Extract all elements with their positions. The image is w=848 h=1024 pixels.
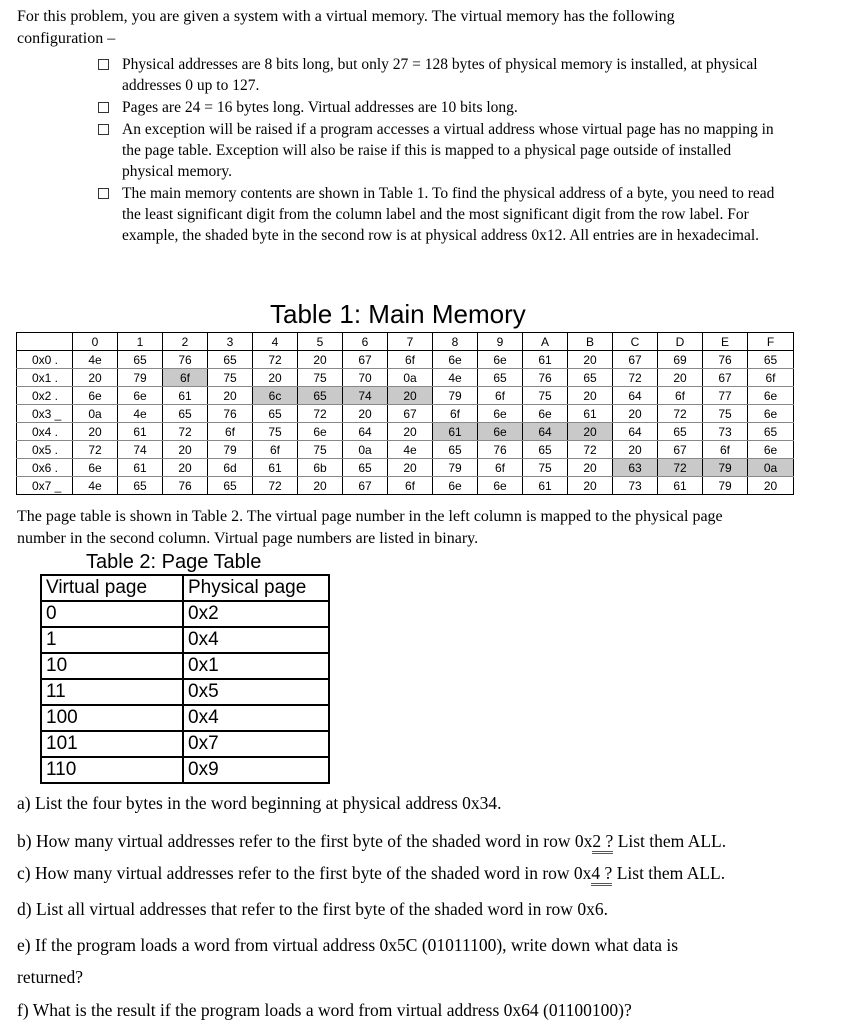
memory-byte-cell: 65: [658, 423, 703, 441]
checkbox-icon: [98, 124, 109, 135]
memory-byte-cell: 65: [208, 351, 253, 369]
memory-byte-cell: 20: [568, 351, 613, 369]
column-header: 3: [208, 333, 253, 351]
row-label: 0x6 .: [17, 459, 73, 477]
memory-byte-cell: 63: [613, 459, 658, 477]
table-row: [41, 731, 329, 757]
memory-byte-cell: 6e: [523, 405, 568, 423]
memory-byte-cell: 72: [298, 405, 343, 423]
question-e: e) If the program loads a word from virtual address 0x5C (01011100), write down what data is: [17, 935, 679, 955]
memory-byte-cell: 65: [343, 459, 388, 477]
table-row: [41, 705, 329, 731]
memory-byte-cell: 75: [703, 405, 748, 423]
column-header: 7: [388, 333, 433, 351]
memory-byte-cell: 6f: [658, 387, 703, 405]
column-header: 4: [253, 333, 298, 351]
memory-byte-cell: 4e: [433, 369, 478, 387]
row-label: 0x3 _: [17, 405, 73, 423]
memory-byte-cell: 72: [658, 405, 703, 423]
list-item: [96, 54, 776, 96]
memory-byte-cell: 61: [433, 423, 478, 441]
table-row: [17, 405, 794, 423]
memory-byte-cell: 65: [253, 405, 298, 423]
memory-byte-cell: 65: [163, 405, 208, 423]
memory-byte-cell: 75: [253, 423, 298, 441]
column-header: 0: [73, 333, 118, 351]
memory-byte-cell: 20: [748, 477, 794, 495]
intro-paragraph: [17, 6, 797, 50]
memory-byte-cell: 61: [523, 477, 568, 495]
column-header: E: [703, 333, 748, 351]
memory-byte-cell: 65: [118, 351, 163, 369]
question-f: f) What is the result if the program loads a word from virtual address 0x64 (01100100)?: [17, 1000, 632, 1020]
memory-byte-cell: 64: [613, 423, 658, 441]
memory-byte-cell: 6e: [118, 387, 163, 405]
table-row: [17, 351, 794, 369]
table-row: [17, 423, 794, 441]
column-header: F: [748, 333, 794, 351]
question-c-tail: List them ALL.: [612, 863, 726, 883]
memory-byte-cell: 65: [748, 423, 794, 441]
virtual-page-cell: 101: [41, 731, 183, 757]
memory-byte-cell: 6e: [433, 477, 478, 495]
memory-byte-cell: 67: [613, 351, 658, 369]
memory-byte-cell: 20: [253, 369, 298, 387]
memory-byte-cell: 72: [253, 351, 298, 369]
memory-byte-cell: 72: [568, 441, 613, 459]
memory-byte-cell: 61: [253, 459, 298, 477]
question-b: [17, 830, 726, 852]
table-row: [17, 387, 794, 405]
memory-byte-cell: 72: [658, 459, 703, 477]
checkbox-icon: [98, 102, 109, 113]
memory-byte-cell: 65: [568, 369, 613, 387]
question-a: a) List the four bytes in the word beginning at physical address 0x34.: [17, 793, 502, 813]
column-header: D: [658, 333, 703, 351]
column-header: 9: [478, 333, 523, 351]
memory-byte-cell: 75: [298, 369, 343, 387]
memory-byte-cell: 70: [343, 369, 388, 387]
description-line-2: number in the second column. Virtual page numbers are listed in binary.: [17, 530, 479, 547]
memory-byte-cell: 76: [208, 405, 253, 423]
memory-byte-cell: 20: [73, 423, 118, 441]
memory-byte-cell: 61: [118, 459, 163, 477]
memory-byte-cell: 76: [703, 351, 748, 369]
header-physical-page: Physical page: [183, 575, 329, 601]
physical-page-cell: 0x4: [183, 705, 329, 731]
memory-byte-cell: 6f: [208, 423, 253, 441]
memory-byte-cell: 20: [73, 369, 118, 387]
table-row: [17, 459, 794, 477]
bullet-text: Physical addresses are 8 bits long, but only 27 = 128 bytes of physical memory is installed, at physical addresses 0 up to 127.: [122, 56, 758, 94]
bullet-text: Pages are 24 = 16 bytes long. Virtual addresses are 10 bits long.: [122, 99, 518, 116]
memory-byte-cell: 72: [253, 477, 298, 495]
memory-byte-cell: 20: [163, 459, 208, 477]
physical-page-cell: 0x4: [183, 627, 329, 653]
memory-byte-cell: 76: [163, 351, 208, 369]
corner-cell: [17, 333, 73, 351]
memory-byte-cell: 20: [568, 477, 613, 495]
table1-title: Table 1: Main Memory: [270, 299, 526, 329]
question-c: [17, 862, 725, 884]
config-list: [96, 54, 776, 247]
memory-byte-cell: 6f: [478, 459, 523, 477]
checkbox-icon: [98, 59, 109, 70]
main-memory-table: [16, 332, 794, 495]
memory-byte-cell: 61: [118, 423, 163, 441]
row-label: 0x7 _: [17, 477, 73, 495]
memory-byte-cell: 67: [388, 405, 433, 423]
memory-byte-cell: 4e: [73, 477, 118, 495]
memory-byte-cell: 6b: [298, 459, 343, 477]
table-row: [41, 757, 329, 783]
memory-byte-cell: 6f: [703, 441, 748, 459]
table-header-row: [17, 333, 794, 351]
physical-page-cell: 0x9: [183, 757, 329, 783]
memory-byte-cell: 76: [523, 369, 568, 387]
memory-byte-cell: 4e: [388, 441, 433, 459]
row-label: 0x2 .: [17, 387, 73, 405]
memory-byte-cell: 67: [658, 441, 703, 459]
memory-byte-cell: 79: [703, 477, 748, 495]
memory-byte-cell: 6f: [748, 369, 794, 387]
memory-byte-cell: 6e: [748, 441, 794, 459]
memory-byte-cell: 6f: [478, 387, 523, 405]
question-e-continued: returned?: [17, 967, 84, 987]
memory-byte-cell: 20: [388, 387, 433, 405]
memory-byte-cell: 0a: [748, 459, 794, 477]
column-header: 2: [163, 333, 208, 351]
question-b-tail: List them ALL.: [613, 831, 727, 851]
table-row: [41, 653, 329, 679]
memory-byte-cell: 61: [568, 405, 613, 423]
memory-byte-cell: 75: [208, 369, 253, 387]
memory-byte-cell: 67: [343, 477, 388, 495]
memory-byte-cell: 20: [343, 405, 388, 423]
column-header: 1: [118, 333, 163, 351]
memory-byte-cell: 6e: [748, 405, 794, 423]
table2-title: Table 2: Page Table: [86, 551, 262, 573]
memory-byte-cell: 20: [658, 369, 703, 387]
memory-byte-cell: 6c: [253, 387, 298, 405]
memory-byte-cell: 0a: [343, 441, 388, 459]
memory-byte-cell: 79: [433, 387, 478, 405]
memory-byte-cell: 20: [568, 387, 613, 405]
memory-byte-cell: 6f: [253, 441, 298, 459]
memory-byte-cell: 6e: [478, 351, 523, 369]
memory-byte-cell: 6e: [478, 477, 523, 495]
memory-byte-cell: 72: [163, 423, 208, 441]
memory-byte-cell: 75: [523, 387, 568, 405]
row-label: 0x1 .: [17, 369, 73, 387]
table-row: [17, 441, 794, 459]
memory-byte-cell: 6d: [208, 459, 253, 477]
table-row: [17, 369, 794, 387]
memory-byte-cell: 6e: [298, 423, 343, 441]
memory-byte-cell: 20: [568, 423, 613, 441]
memory-byte-cell: 79: [208, 441, 253, 459]
memory-byte-cell: 75: [523, 459, 568, 477]
memory-byte-cell: 20: [568, 459, 613, 477]
memory-byte-cell: 67: [343, 351, 388, 369]
table-row: [17, 477, 794, 495]
list-item: [96, 119, 776, 182]
virtual-page-cell: 10: [41, 653, 183, 679]
memory-byte-cell: 61: [658, 477, 703, 495]
row-label: 0x0 .: [17, 351, 73, 369]
memory-byte-cell: 0a: [388, 369, 433, 387]
column-header: A: [523, 333, 568, 351]
intro-line-2: configuration –: [17, 30, 116, 47]
memory-byte-cell: 65: [433, 441, 478, 459]
memory-byte-cell: 20: [613, 441, 658, 459]
table-row: [41, 601, 329, 627]
memory-byte-cell: 20: [388, 459, 433, 477]
memory-byte-cell: 6e: [478, 423, 523, 441]
memory-byte-cell: 74: [118, 441, 163, 459]
question-b-text: b) How many virtual addresses refer to the first byte of the shaded word in row 0x: [17, 831, 593, 851]
memory-byte-cell: 73: [703, 423, 748, 441]
memory-byte-cell: 65: [118, 477, 163, 495]
checkbox-icon: [98, 188, 109, 199]
memory-byte-cell: 79: [118, 369, 163, 387]
memory-byte-cell: 20: [163, 441, 208, 459]
memory-byte-cell: 6e: [433, 351, 478, 369]
memory-byte-cell: 20: [613, 405, 658, 423]
memory-byte-cell: 67: [703, 369, 748, 387]
memory-byte-cell: 4e: [73, 351, 118, 369]
row-label: 0x5 .: [17, 441, 73, 459]
table-row: [41, 679, 329, 705]
memory-byte-cell: 72: [613, 369, 658, 387]
virtual-page-cell: 100: [41, 705, 183, 731]
column-header: 6: [343, 333, 388, 351]
virtual-page-cell: 0: [41, 601, 183, 627]
table-header-row: [41, 575, 329, 601]
bullet-text: An exception will be raised if a program accesses a virtual address whose virtual page has no mapping in the page table. Exception will also be raise if this is mapped to a physical page outside of installed physical memory.: [122, 121, 774, 180]
question-d: d) List all virtual addresses that refer to the first byte of the shaded word in row 0x6.: [17, 899, 608, 919]
table-row: [41, 627, 329, 653]
question-c-text: c) How many virtual addresses refer to the first byte of the shaded word in row 0x: [17, 863, 592, 883]
memory-byte-cell: 61: [523, 351, 568, 369]
list-item: [96, 97, 776, 118]
memory-byte-cell: 65: [298, 387, 343, 405]
memory-byte-cell: 20: [298, 477, 343, 495]
list-item: [96, 183, 776, 246]
memory-byte-cell: 6f: [163, 369, 208, 387]
row-label: 0x4 .: [17, 423, 73, 441]
memory-byte-cell: 74: [343, 387, 388, 405]
memory-byte-cell: 20: [208, 387, 253, 405]
memory-byte-cell: 64: [613, 387, 658, 405]
header-virtual-page: Virtual page: [41, 575, 183, 601]
memory-byte-cell: 76: [478, 441, 523, 459]
memory-byte-cell: 75: [298, 441, 343, 459]
memory-byte-cell: 73: [613, 477, 658, 495]
memory-byte-cell: 69: [658, 351, 703, 369]
virtual-page-cell: 11: [41, 679, 183, 705]
memory-byte-cell: 6e: [73, 459, 118, 477]
memory-byte-cell: 0a: [73, 405, 118, 423]
memory-byte-cell: 6e: [478, 405, 523, 423]
memory-byte-cell: 65: [208, 477, 253, 495]
memory-byte-cell: 79: [433, 459, 478, 477]
memory-byte-cell: 6e: [748, 387, 794, 405]
physical-page-cell: 0x5: [183, 679, 329, 705]
memory-byte-cell: 65: [748, 351, 794, 369]
memory-byte-cell: 76: [163, 477, 208, 495]
memory-byte-cell: 4e: [118, 405, 163, 423]
memory-byte-cell: 6f: [433, 405, 478, 423]
question-c-marked: 4 ?: [591, 863, 612, 886]
memory-byte-cell: 64: [523, 423, 568, 441]
column-header: 8: [433, 333, 478, 351]
virtual-page-cell: 1: [41, 627, 183, 653]
memory-byte-cell: 6f: [388, 477, 433, 495]
memory-byte-cell: 6f: [388, 351, 433, 369]
memory-byte-cell: 72: [73, 441, 118, 459]
column-header: B: [568, 333, 613, 351]
physical-page-cell: 0x7: [183, 731, 329, 757]
memory-byte-cell: 65: [478, 369, 523, 387]
memory-byte-cell: 64: [343, 423, 388, 441]
memory-byte-cell: 6e: [73, 387, 118, 405]
memory-byte-cell: 65: [523, 441, 568, 459]
column-header: C: [613, 333, 658, 351]
memory-byte-cell: 61: [163, 387, 208, 405]
memory-byte-cell: 20: [298, 351, 343, 369]
page-table: [40, 574, 330, 784]
physical-page-cell: 0x2: [183, 601, 329, 627]
virtual-page-cell: 110: [41, 757, 183, 783]
memory-byte-cell: 77: [703, 387, 748, 405]
page-table-description: [17, 506, 817, 550]
description-line-1: The page table is shown in Table 2. The virtual page number in the left column is mapped to the physical page: [17, 508, 723, 525]
physical-page-cell: 0x1: [183, 653, 329, 679]
intro-line-1: For this problem, you are given a system with a virtual memory. The virtual memory has the following: [17, 8, 675, 25]
memory-byte-cell: 79: [703, 459, 748, 477]
question-b-marked: 2 ?: [592, 831, 613, 854]
column-header: 5: [298, 333, 343, 351]
bullet-text: The main memory contents are shown in Table 1. To find the physical address of a byte, you need to read the least significant digit from the column label and the most significant digit from the row label. For example, the shaded byte in the second row is at physical address 0x12. All entries are in hexadecimal.: [122, 185, 775, 244]
memory-byte-cell: 20: [388, 423, 433, 441]
